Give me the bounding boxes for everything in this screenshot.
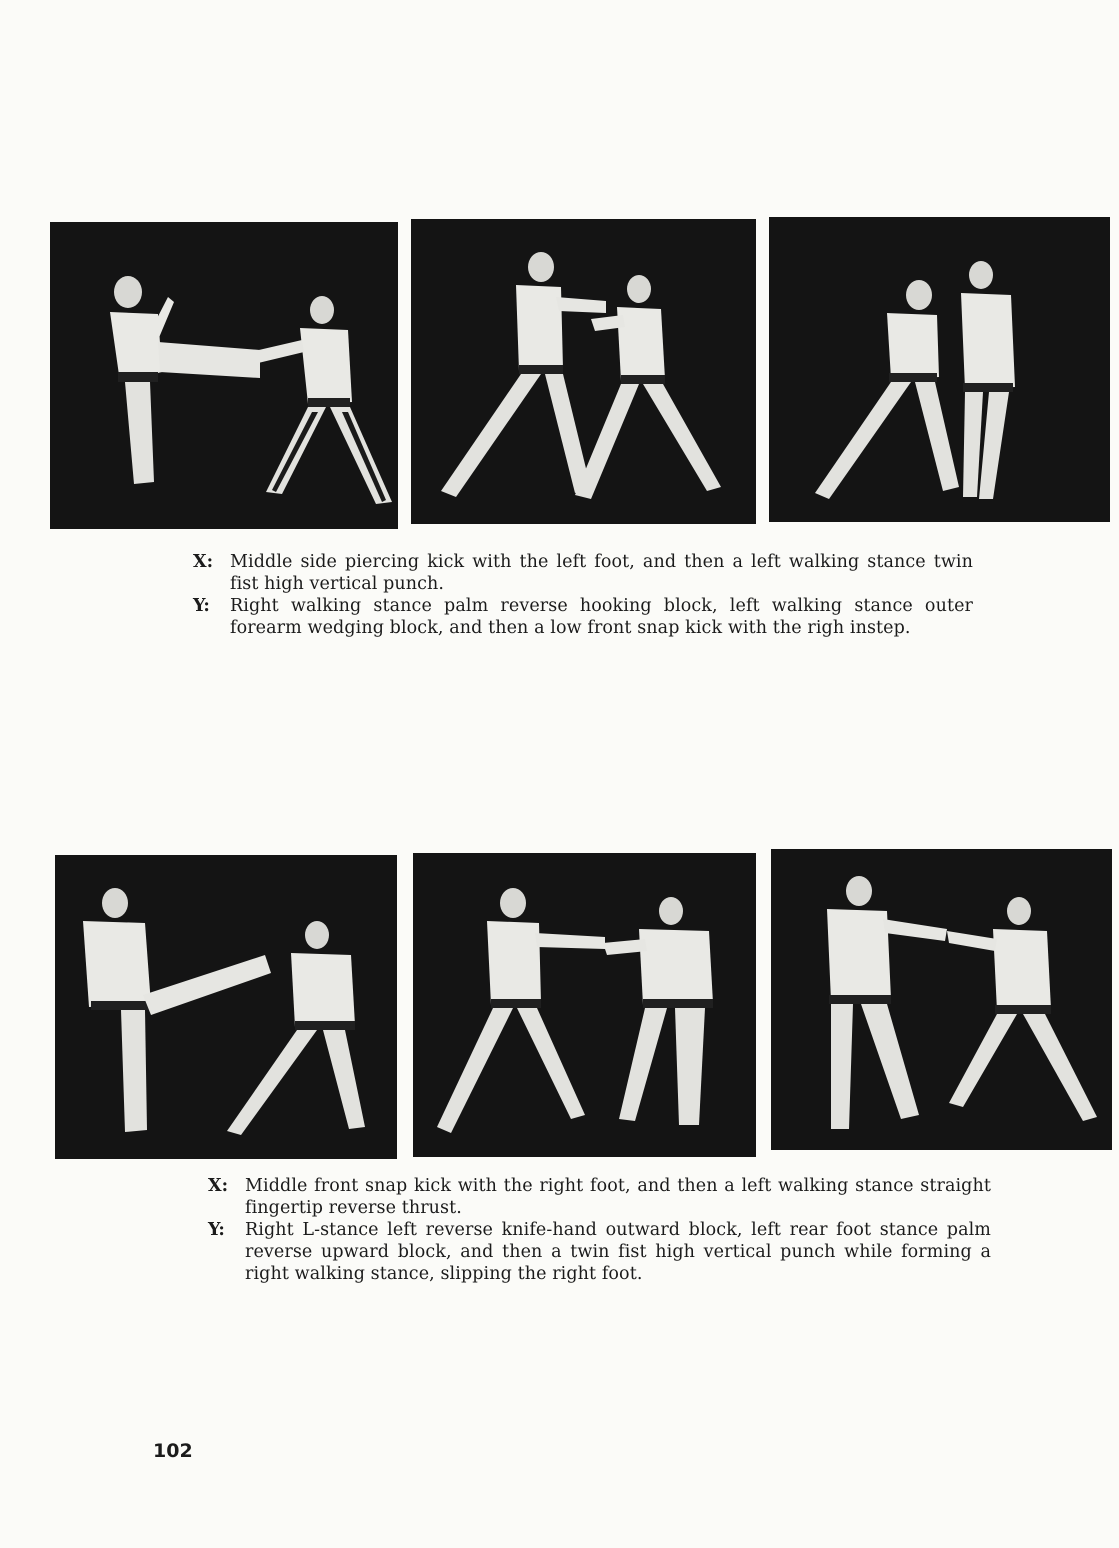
caption-x [193,551,973,595]
caption-block-1 [193,551,973,639]
caption-x [208,1175,991,1219]
caption-key: X: [193,552,214,572]
photo-2-1 [55,855,397,1159]
caption-text: Right walking stance palm reverse hooking block, left walking stance outer forearm wedging block, and then a low front snap kick with the righ instep. [230,596,973,638]
caption-block-2 [208,1175,991,1285]
caption-key: Y: [208,1220,225,1240]
photo-1-3 [769,217,1110,522]
caption-text: Middle side piercing kick with the left foot, and then a left walking stance twin fist high vertical punch. [230,552,973,594]
caption-key: X: [208,1176,229,1196]
photo-1-2 [411,219,756,524]
photo-2-2 [413,853,756,1157]
caption-text: Middle front snap kick with the right foot, and then a left walking stance straight fingertip reverse thrust. [245,1176,991,1218]
caption-y [208,1219,991,1285]
caption-key: Y: [193,596,210,616]
caption-y [193,595,973,639]
caption-text: Right L-stance left reverse knife-hand outward block, left rear foot stance palm reverse upward block, and then a twin fist high vertical punch while forming a right walking stance, slipping the right foot. [245,1220,991,1284]
photo-2-3 [771,849,1112,1150]
photo-1-1 [50,222,398,529]
page-number: 102 [153,1440,193,1462]
